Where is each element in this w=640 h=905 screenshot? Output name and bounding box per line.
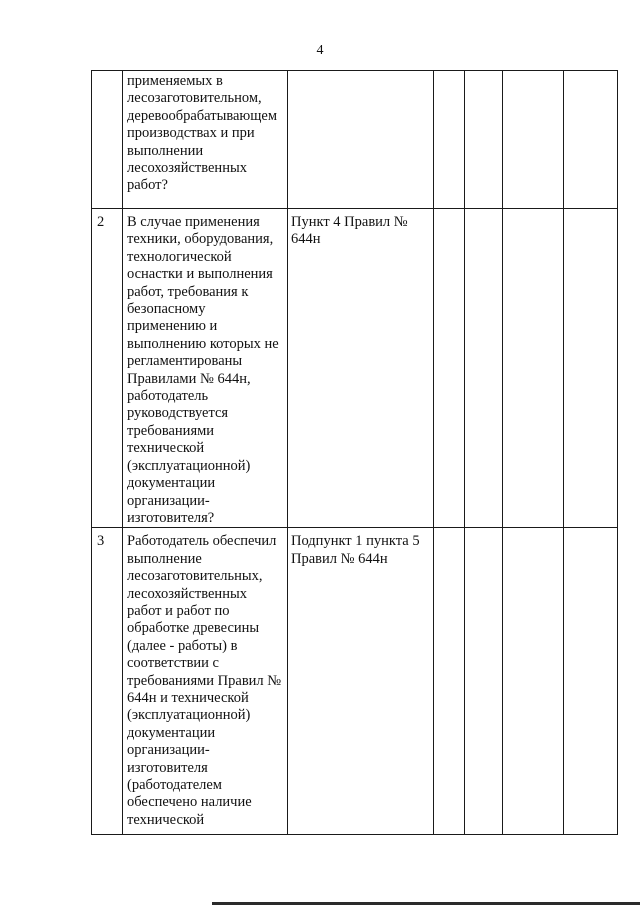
question-cell <box>123 209 288 528</box>
answer-cell-no <box>465 528 503 835</box>
row-number <box>92 71 122 76</box>
answer-cell-na <box>503 71 564 209</box>
answer-cell-no <box>465 71 503 209</box>
notes-cell <box>564 528 618 835</box>
page-number: 4 <box>316 43 324 58</box>
question-text: В случае применения техники, оборудования, технологической оснастки и выполнения работ, требования к безопасному применению и выполнению которых не регламентированы Правилами № 644н, работодатель руководствуется требованиями технической (эксплуатационной) документации организации-изготовителя? <box>127 214 279 526</box>
answer-cell-yes <box>434 528 465 835</box>
row-number-cell <box>92 209 123 528</box>
reference-cell <box>288 209 434 528</box>
table-row <box>92 71 618 209</box>
reference-text: Пункт 4 Правил № 644н <box>291 214 408 248</box>
question-text: Работодатель обеспечил выполнение лесозаготовительных, лесохозяйственных работ и работ по обработке древесины (далее - работы) в соответствии с требованиями Правил № 644н и технической (эксплуатационной) документации организации-изготовителя (работодателем обеспечено наличие технической <box>127 533 282 828</box>
table-row <box>92 209 618 528</box>
row-number-cell <box>92 71 123 209</box>
answer-cell-na <box>503 528 564 835</box>
answer-cell-na <box>503 209 564 528</box>
question-cell <box>123 71 288 209</box>
reference-cell <box>288 528 434 835</box>
row-number-cell <box>92 528 123 835</box>
row-number: 2 <box>97 214 105 230</box>
answer-cell-yes <box>434 209 465 528</box>
notes-cell <box>564 209 618 528</box>
reference-text: Подпункт 1 пункта 5 Правил № 644н <box>291 533 420 567</box>
answer-cell-yes <box>434 71 465 209</box>
notes-cell <box>564 71 618 209</box>
question-text: применяемых в лесозаготовительном, деревообрабатывающем производствах и при выполнении лесохозяйственных работ? <box>127 73 278 194</box>
answer-cell-no <box>465 209 503 528</box>
table-row <box>92 528 618 835</box>
row-number: 3 <box>97 533 105 550</box>
question-cell <box>123 528 288 835</box>
reference-text <box>288 71 433 76</box>
reference-cell <box>288 71 434 209</box>
checklist-table <box>91 70 618 835</box>
